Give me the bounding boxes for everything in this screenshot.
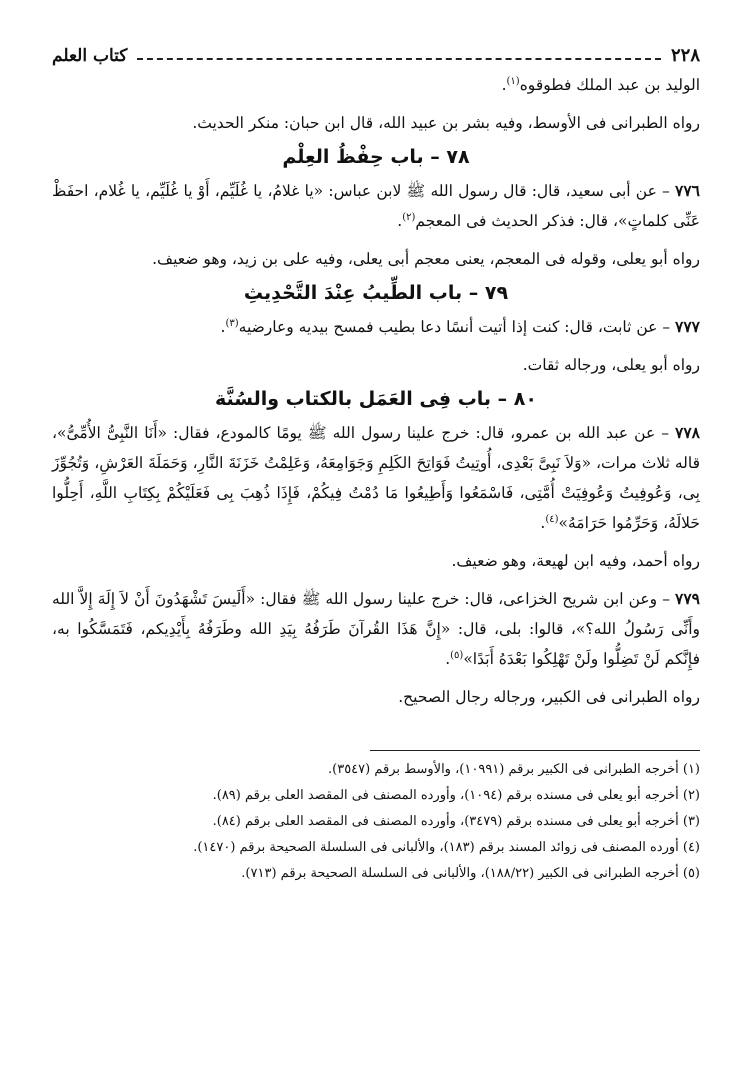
narration-note: رواه أحمد، وفيه ابن لهيعة، وهو ضعيف. [451, 552, 700, 570]
footnote-2: (٢) أخرجه أبو يعلى فى مسنده برقم (١٠٩٤)، وأورده المصنف فى المقصد العلى برقم (٨٩). [212, 788, 700, 803]
footnote-ref-4[interactable]: (٤) [545, 513, 559, 525]
footnote-ref-5[interactable]: (٥) [450, 649, 464, 661]
footnotes-divider [370, 750, 700, 751]
hadith-number: ٧٧٨ [675, 423, 700, 442]
narration-note: رواه أبو يعلى، ورجاله ثقات. [522, 356, 700, 374]
hadith-779: ٧٧٩ – وعن ابن شريح الخزاعى، قال: خرج علينا رسول الله ﷺ فقال: «أَلَيسَ تَشْهَدُونَ أَنْ لاَ إِلَهَ إِلاَّ الله وأَنِّى رَسُولُ الله؟»، قالوا: بلى، قال: «إِنَّ هَذَا القُرآنَ طَرَفُهُ بِيَدِ الله وطَرَفُهُ بِأَيْدِيكم، فَتَمَسَّكُوا به، فإِنَّكم لَنْ تَضِلُّوا ولَنْ تَهْلِكُوا بَعْدَهُ أَبَدًا»$^{(٥)}$. [52, 589, 700, 668]
narration-note: رواه أبو يعلى، وقوله فى المعجم، يعنى معجم أبى يعلى، وفيه على بن زيد، وهو ضعيف. [152, 250, 700, 268]
footnote-ref-1[interactable]: (١) [506, 75, 520, 87]
footnote-4: (٤) أورده المصنف فى زوائد المسند برقم (١٨٣)، والألبانى فى السلسلة الصحيحة برقم (١٤٧٠). [193, 840, 700, 855]
footnote-5: (٥) أخرجه الطبرانى فى الكبير (١٨٨/٢٢)، والألبانى فى السلسلة الصحيحة برقم (٧١٣). [241, 866, 700, 881]
page-number: ٢٢٨ [670, 45, 700, 66]
continuation-paragraph: الوليد بن عبد الملك فطوقوه$^{(١)}$. [501, 75, 700, 94]
narration-note: رواه الطبرانى فى الكبير، ورجاله رجال الصحيح. [398, 688, 700, 706]
header-rule [137, 58, 661, 60]
hadith-number: ٧٧٦ [675, 181, 700, 200]
page-header [52, 40, 700, 66]
footnote-ref-2[interactable]: (٢) [402, 211, 416, 223]
hadith-number: ٧٧٩ [675, 589, 700, 608]
footnotes [52, 757, 700, 887]
book-page [52, 40, 700, 887]
footnote-1: (١) أخرجه الطبرانى فى الكبير برقم (١٠٩٩١)، والأوسط برقم (٣٥٤٧). [328, 762, 700, 777]
hadith-778: ٧٧٨ – عن عبد الله بن عمرو، قال: خرج علينا رسول الله ﷺ يومًا كالمودع، فقال: «أَنَا النَّبِىُّ الأُمِّىُّ»، قاله ثلاث مرات، «وَلاَ نَبِىَّ بَعْدِى، أُوتِيتُ فَوَاتِحَ الكَلِمِ وَجَوَامِعَهُ، وَعَلِمْتُ خَزَنَةَ النَّارِ، وَحَمَلَةَ العَرْشِ، وَتُجُوِّزَ بِى، وَعُوفِيتُ وَعُوفِيَتْ أُمَّتِى، فَاسْمَعُوا وَأَطِيعُوا مَا دُمْتُ فِيكُمْ، فَإِذَا ذُهِبَ بِى فَعَلَيْكُمْ بِكِتَابِ اللَّهِ، أَحِلُّوا حَلالَهُ، وَحَرِّمُوا حَرَامَهُ»$^{(٤)}$. [52, 423, 700, 532]
book-title: كتاب العلم [52, 46, 128, 66]
footnote-ref-3[interactable]: (٣) [225, 317, 239, 329]
chapter-79-title: ٧٩ – باب الطِّيبُ عِنْدَ التَّحْدِيثِ [243, 282, 509, 304]
hadith-number: ٧٧٧ [675, 317, 700, 336]
hadith-777: ٧٧٧ – عن ثابت، قال: كنت إذا أتيت أنسًا دعا بطيب فمسح بيديه وعارضيه$^{(٣)}$. [220, 317, 700, 336]
chapter-80-title: ٨٠ – باب فِى العَمَل بالكتاب والسُنَّة [215, 388, 537, 410]
narration-note: رواه الطبرانى فى الأوسط، وفيه بشر بن عبيد الله، قال ابن حبان: منكر الحديث. [192, 114, 700, 132]
footnote-3: (٣) أخرجه أبو يعلى فى مسنده برقم (٣٤٧٩)، وأورده المصنف فى المقصد العلى برقم (٨٤). [212, 814, 700, 829]
chapter-78-title: ٧٨ – باب حِفْظُ العِلْم [282, 146, 470, 168]
hadith-776: ٧٧٦ – عن أبى سعيد، قال: قال رسول الله ﷺ لابن عباس: «يا غلامُ، يا غُلَيِّم، أَوْ يا غُلَيِّم، يا غُلام، احفَظْ عَنِّى كلماتٍ»، قال: فذكر الحديث فى المعجم$^{(٢)}$. [52, 181, 700, 230]
